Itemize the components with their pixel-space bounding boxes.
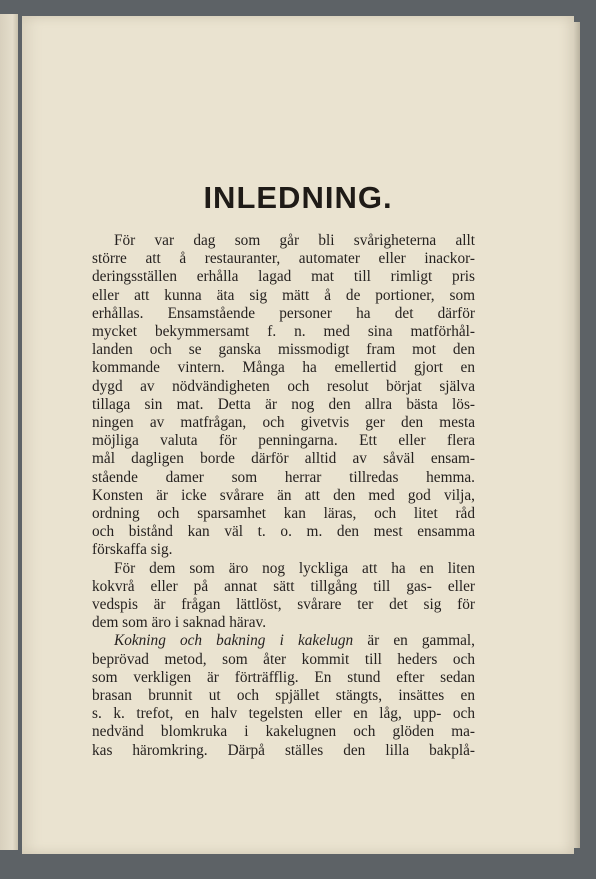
chapter-heading: INLEDNING. [203,180,393,215]
text-line: ningen av matfrågan, och givetvis ger den mesta [92,414,475,432]
text-line: som verkligen är förträfflig. En stund efter sedan [92,668,475,686]
text-line: brasan brunnit ut och spjället stängts, insättes en [92,687,475,705]
text-line: erhållas. Ensamstående personer ha det därför [92,304,475,322]
text-line: vedspis är frågan lättlöst, svårare ter det sig för [92,596,475,614]
text-line: mål dagligen borde därför alltid av såväl ensam- [92,450,475,468]
text-line: förskaffa sig. [92,541,173,559]
text-line: deringsställen erhålla lagad mat till rimligt pris [92,268,475,286]
text-line: stående damer som herrar tillredas hemma. [92,468,475,486]
text-line: kommande vintern. Många ha emellertid gjort en [92,359,475,377]
text-line: möjliga valuta för penningarna. Ett eller flera [92,432,475,450]
text-line: kas häromkring. Därpå ställes den lilla bakplå- [92,741,475,759]
text-line: tillaga sin mat. Detta är nog den allra bästa lös- [92,395,475,413]
text-fragment: är en gammal, [367,632,476,650]
facing-page-edge [0,14,18,850]
text-line: eller att kunna äta sig mätt å de portioner, som [92,286,475,304]
text-line: För dem som äro nog lyckliga att ha en liten [114,559,475,577]
text-line: dem som äro i saknad härav. [92,614,267,632]
text-line: mycket bekymmersamt f. n. med sina matförhål- [92,323,475,341]
text-line: För var dag som går bli svårigheterna allt [114,232,475,249]
text-line: och bistånd kan väl t. o. m. den mest ensamma [92,523,475,541]
text-line: Konsten är icke svårare än att den med god vilja, [92,486,475,504]
text-line: landen och se ganska missmodigt fram mot den [92,341,475,359]
text-line: dygd av nödvändigheten och resolut börjat själva [92,377,475,395]
italic-lead: Kokning och bakning i kakelugn [114,632,354,650]
text-line [92,632,475,650]
text-line: ordning och sparsamhet kan läras, och litet råd [92,505,475,523]
text-line: större att å restauranter, automater eller inackor- [92,250,475,268]
page-stack-edge [574,22,580,848]
text-line: kokvrå eller på annat sätt tillgång till gas- eller [92,577,475,595]
text-line: nedvänd blomkruka i kakelugnen och glöden ma- [92,723,475,741]
body-text [92,232,475,760]
text-line: s. k. trefot, en halv tegelsten eller en låg, upp- och [92,705,475,723]
text-line: beprövad metod, som åter kommit till heders och [92,650,475,668]
